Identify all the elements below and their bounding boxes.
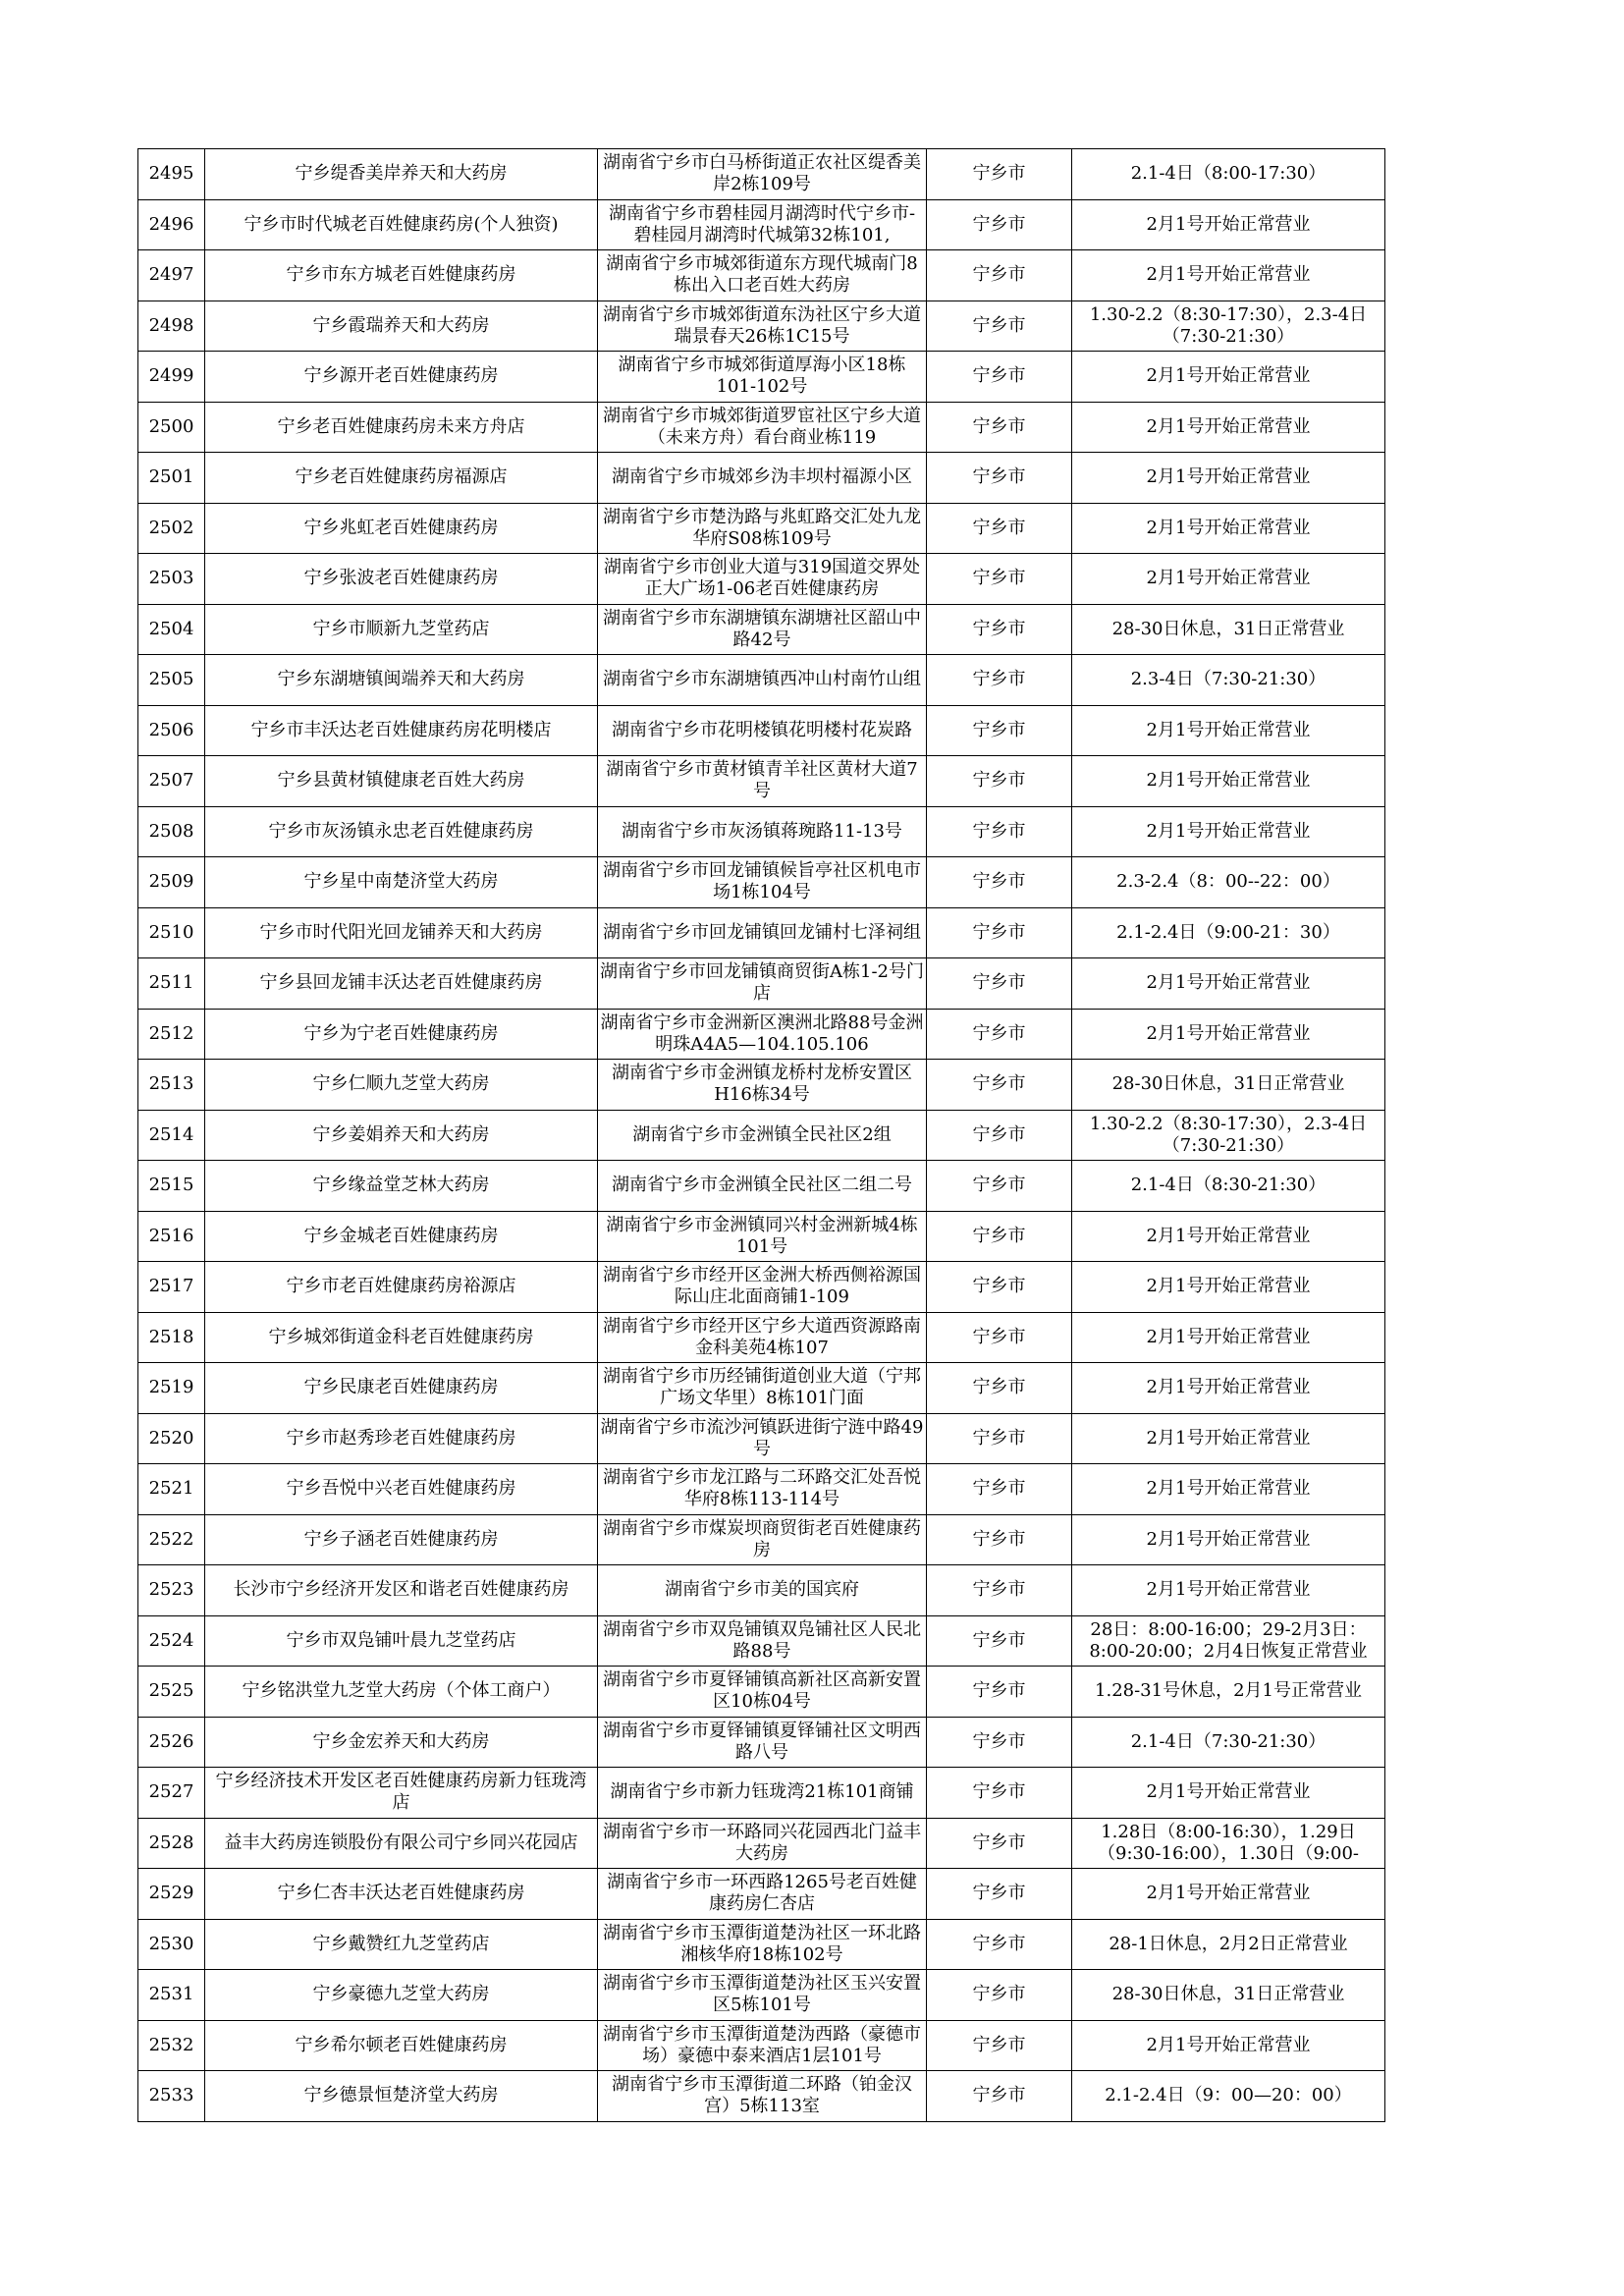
hours-cell: 2月1号开始正常营业: [1072, 2020, 1385, 2071]
city-cell: 宁乡市: [927, 1919, 1072, 1970]
table-row: [138, 1464, 1385, 1515]
row-number: 2506: [138, 705, 205, 756]
hours-cell: 28-1日休息，2月2日正常营业: [1072, 1919, 1385, 1970]
table-row: [138, 352, 1385, 403]
pharmacy-name: 宁乡县回龙铺丰沃达老百姓健康药房: [205, 958, 598, 1010]
table-row: [138, 1919, 1385, 1970]
table-row: [138, 1768, 1385, 1819]
pharmacy-name: 宁乡市老百姓健康药房裕源店: [205, 1262, 598, 1313]
row-number: 2507: [138, 756, 205, 807]
city-cell: 宁乡市: [927, 2020, 1072, 2071]
city-cell: 宁乡市: [927, 756, 1072, 807]
table-row: [138, 1110, 1385, 1161]
table-row: [138, 907, 1385, 958]
hours-cell: 2月1号开始正常营业: [1072, 1768, 1385, 1819]
table-row: [138, 503, 1385, 554]
table-row: [138, 1262, 1385, 1313]
city-cell: 宁乡市: [927, 1110, 1072, 1161]
address-cell: 湖南省宁乡市东湖塘镇西冲山村南竹山组: [598, 655, 927, 706]
pharmacy-name: 宁乡为宁老百姓健康药房: [205, 1009, 598, 1060]
hours-cell: 2月1号开始正常营业: [1072, 705, 1385, 756]
row-number: 2503: [138, 554, 205, 605]
table-row: [138, 1869, 1385, 1920]
row-number: 2504: [138, 604, 205, 655]
city-cell: 宁乡市: [927, 806, 1072, 857]
row-number: 2501: [138, 453, 205, 504]
city-cell: 宁乡市: [927, 1009, 1072, 1060]
table-row: [138, 705, 1385, 756]
address-cell: 湖南省宁乡市玉潭街道楚沩社区一环北路湘核华府18栋102号: [598, 1919, 927, 1970]
address-cell: 湖南省宁乡市美的国宾府: [598, 1565, 927, 1616]
pharmacy-name: 宁乡豪德九芝堂大药房: [205, 1970, 598, 2021]
pharmacy-name: 宁乡源开老百姓健康药房: [205, 352, 598, 403]
address-cell: 湖南省宁乡市灰汤镇蒋琬路11-13号: [598, 806, 927, 857]
hours-cell: 28-30日休息，31日正常营业: [1072, 1060, 1385, 1111]
address-cell: 湖南省宁乡市夏铎铺镇夏铎铺社区文明西路八号: [598, 1717, 927, 1768]
city-cell: 宁乡市: [927, 1768, 1072, 1819]
city-cell: 宁乡市: [927, 1363, 1072, 1414]
row-number: 2510: [138, 907, 205, 958]
address-cell: 湖南省宁乡市金洲镇龙桥村龙桥安置区H16栋34号: [598, 1060, 927, 1111]
row-number: 2533: [138, 2071, 205, 2122]
row-number: 2526: [138, 1717, 205, 1768]
pharmacy-name: 宁乡仁顺九芝堂大药房: [205, 1060, 598, 1111]
city-cell: 宁乡市: [927, 1818, 1072, 1869]
pharmacy-name: 宁乡德景恒楚济堂大药房: [205, 2071, 598, 2122]
hours-cell: 1.30-2.2（8:30-17:30），2.3-4日（7:30-21:30）: [1072, 1110, 1385, 1161]
pharmacy-name: 宁乡民康老百姓健康药房: [205, 1363, 598, 1414]
address-cell: 湖南省宁乡市金洲新区澳洲北路88号金洲明珠A4A5—104.105.106: [598, 1009, 927, 1060]
hours-cell: 28日：8:00-16:00；29-2月3日：8:00-20:00；2月4日恢复正常营业: [1072, 1615, 1385, 1667]
row-number: 2509: [138, 857, 205, 908]
table-row: [138, 1413, 1385, 1464]
hours-cell: 28-30日休息，31日正常营业: [1072, 1970, 1385, 2021]
city-cell: 宁乡市: [927, 705, 1072, 756]
pharmacy-name: 宁乡市双凫铺叶晨九芝堂药店: [205, 1615, 598, 1667]
address-cell: 湖南省宁乡市城郊街道东沩社区宁乡大道瑞景春天26栋1C15号: [598, 301, 927, 352]
hours-cell: 2月1号开始正常营业: [1072, 402, 1385, 453]
hours-cell: 2月1号开始正常营业: [1072, 1464, 1385, 1515]
city-cell: 宁乡市: [927, 2071, 1072, 2122]
pharmacy-name: 宁乡市顺新九芝堂药店: [205, 604, 598, 655]
pharmacy-name: 宁乡霞瑞养天和大药房: [205, 301, 598, 352]
table-row: [138, 756, 1385, 807]
row-number: 2532: [138, 2020, 205, 2071]
pharmacy-name: 宁乡市赵秀珍老百姓健康药房: [205, 1413, 598, 1464]
city-cell: 宁乡市: [927, 1717, 1072, 1768]
row-number: 2511: [138, 958, 205, 1010]
row-number: 2519: [138, 1363, 205, 1414]
address-cell: 湖南省宁乡市一环路同兴花园西北门益丰大药房: [598, 1818, 927, 1869]
address-cell: 湖南省宁乡市玉潭街道楚沩社区玉兴安置区5栋101号: [598, 1970, 927, 2021]
table-row: [138, 655, 1385, 706]
address-cell: 湖南省宁乡市花明楼镇花明楼村花炭路: [598, 705, 927, 756]
city-cell: 宁乡市: [927, 1514, 1072, 1565]
address-cell: 湖南省宁乡市回龙铺镇回龙铺村七泽祠组: [598, 907, 927, 958]
city-cell: 宁乡市: [927, 1970, 1072, 2021]
table-row: [138, 554, 1385, 605]
row-number: 2530: [138, 1919, 205, 1970]
address-cell: 湖南省宁乡市城郊街道厚海小区18栋101-102号: [598, 352, 927, 403]
city-cell: 宁乡市: [927, 907, 1072, 958]
hours-cell: 2.1-4日（7:30-21:30）: [1072, 1717, 1385, 1768]
row-number: 2512: [138, 1009, 205, 1060]
city-cell: 宁乡市: [927, 1869, 1072, 1920]
city-cell: 宁乡市: [927, 1464, 1072, 1515]
hours-cell: 28-30日休息，31日正常营业: [1072, 604, 1385, 655]
pharmacy-name: 宁乡缇香美岸养天和大药房: [205, 149, 598, 200]
address-cell: 湖南省宁乡市夏铎铺镇高新社区高新安置区10栋04号: [598, 1667, 927, 1718]
pharmacy-name: 宁乡市时代阳光回龙铺养天和大药房: [205, 907, 598, 958]
hours-cell: 2.1-4日（8:30-21:30）: [1072, 1161, 1385, 1212]
row-number: 2498: [138, 301, 205, 352]
table-row: [138, 1667, 1385, 1718]
hours-cell: 1.28日（8:00-16:30），1.29日（9:30-16:00），1.30日（9:00-: [1072, 1818, 1385, 1869]
pharmacy-name: 宁乡城郊街道金科老百姓健康药房: [205, 1312, 598, 1363]
hours-cell: 1.30-2.2（8:30-17:30），2.3-4日（7:30-21:30）: [1072, 301, 1385, 352]
pharmacy-name: 宁乡老百姓健康药房福源店: [205, 453, 598, 504]
city-cell: 宁乡市: [927, 1565, 1072, 1616]
hours-cell: 2.3-2.4（8：00--22：00）: [1072, 857, 1385, 908]
row-number: 2514: [138, 1110, 205, 1161]
hours-cell: 1.28-31号休息，2月1号正常营业: [1072, 1667, 1385, 1718]
table-row: [138, 1818, 1385, 1869]
table-row: [138, 1312, 1385, 1363]
address-cell: 湖南省宁乡市城郊乡沩丰坝村福源小区: [598, 453, 927, 504]
table-row: [138, 199, 1385, 250]
pharmacy-name: 宁乡金城老百姓健康药房: [205, 1211, 598, 1262]
address-cell: 湖南省宁乡市东湖塘镇东湖塘社区韶山中路42号: [598, 604, 927, 655]
table-row: [138, 1009, 1385, 1060]
table-row: [138, 301, 1385, 352]
city-cell: 宁乡市: [927, 1615, 1072, 1667]
hours-cell: 2月1号开始正常营业: [1072, 250, 1385, 301]
pharmacy-name: 宁乡希尔顿老百姓健康药房: [205, 2020, 598, 2071]
city-cell: 宁乡市: [927, 352, 1072, 403]
table-row: [138, 1363, 1385, 1414]
table-row: [138, 1060, 1385, 1111]
hours-cell: 2月1号开始正常营业: [1072, 1312, 1385, 1363]
pharmacy-table: [137, 148, 1385, 2122]
table-row: [138, 604, 1385, 655]
address-cell: 湖南省宁乡市金洲镇同兴村金洲新城4栋101号: [598, 1211, 927, 1262]
address-cell: 湖南省宁乡市历经铺街道创业大道（宁邦广场文华里）8栋101门面: [598, 1363, 927, 1414]
hours-cell: 2月1号开始正常营业: [1072, 806, 1385, 857]
hours-cell: 2.1-4日（8:00-17:30）: [1072, 149, 1385, 200]
address-cell: 湖南省宁乡市一环西路1265号老百姓健康药房仁杏店: [598, 1869, 927, 1920]
address-cell: 湖南省宁乡市龙江路与二环路交汇处吾悦华府8栋113-114号: [598, 1464, 927, 1515]
city-cell: 宁乡市: [927, 655, 1072, 706]
table-row: [138, 806, 1385, 857]
row-number: 2524: [138, 1615, 205, 1667]
city-cell: 宁乡市: [927, 1211, 1072, 1262]
address-cell: 湖南省宁乡市双凫铺镇双凫铺社区人民北路88号: [598, 1615, 927, 1667]
pharmacy-name: 宁乡市东方城老百姓健康药房: [205, 250, 598, 301]
table-row: [138, 1161, 1385, 1212]
hours-cell: 2月1号开始正常营业: [1072, 1869, 1385, 1920]
row-number: 2500: [138, 402, 205, 453]
row-number: 2528: [138, 1818, 205, 1869]
table-row: [138, 149, 1385, 200]
hours-cell: 2.1-2.4日（9：00—20：00）: [1072, 2071, 1385, 2122]
city-cell: 宁乡市: [927, 958, 1072, 1010]
hours-cell: 2月1号开始正常营业: [1072, 453, 1385, 504]
table-row: [138, 250, 1385, 301]
row-number: 2525: [138, 1667, 205, 1718]
address-cell: 湖南省宁乡市回龙铺镇候旨亭社区机电市场1栋104号: [598, 857, 927, 908]
pharmacy-name: 宁乡东湖塘镇闽端养天和大药房: [205, 655, 598, 706]
table-row: [138, 857, 1385, 908]
city-cell: 宁乡市: [927, 1262, 1072, 1313]
row-number: 2513: [138, 1060, 205, 1111]
hours-cell: 2月1号开始正常营业: [1072, 199, 1385, 250]
pharmacy-name: 宁乡仁杏丰沃达老百姓健康药房: [205, 1869, 598, 1920]
row-number: 2499: [138, 352, 205, 403]
row-number: 2515: [138, 1161, 205, 1212]
hours-cell: 2月1号开始正常营业: [1072, 958, 1385, 1010]
row-number: 2529: [138, 1869, 205, 1920]
city-cell: 宁乡市: [927, 1667, 1072, 1718]
pharmacy-name: 宁乡戴赞红九芝堂药店: [205, 1919, 598, 1970]
row-number: 2495: [138, 149, 205, 200]
address-cell: 湖南省宁乡市煤炭坝商贸街老百姓健康药房: [598, 1514, 927, 1565]
city-cell: 宁乡市: [927, 402, 1072, 453]
row-number: 2517: [138, 1262, 205, 1313]
row-number: 2522: [138, 1514, 205, 1565]
table-row: [138, 1717, 1385, 1768]
address-cell: 湖南省宁乡市城郊街道罗宦社区宁乡大道（未来方舟）看台商业栋119: [598, 402, 927, 453]
row-number: 2531: [138, 1970, 205, 2021]
table-row: [138, 402, 1385, 453]
pharmacy-name: 宁乡兆虹老百姓健康药房: [205, 503, 598, 554]
hours-cell: 2月1号开始正常营业: [1072, 352, 1385, 403]
city-cell: 宁乡市: [927, 554, 1072, 605]
pharmacy-name: 宁乡张波老百姓健康药房: [205, 554, 598, 605]
address-cell: 湖南省宁乡市新力钰珑湾21栋101商铺: [598, 1768, 927, 1819]
hours-cell: 2月1号开始正常营业: [1072, 503, 1385, 554]
pharmacy-name: 宁乡老百姓健康药房未来方舟店: [205, 402, 598, 453]
address-cell: 湖南省宁乡市流沙河镇跃进街宁涟中路49号: [598, 1413, 927, 1464]
city-cell: 宁乡市: [927, 1413, 1072, 1464]
address-cell: 湖南省宁乡市黄材镇青羊社区黄材大道7号: [598, 756, 927, 807]
city-cell: 宁乡市: [927, 250, 1072, 301]
row-number: 2518: [138, 1312, 205, 1363]
pharmacy-name: 宁乡缘益堂芝林大药房: [205, 1161, 598, 1212]
table-body: [138, 149, 1385, 2122]
hours-cell: 2月1号开始正常营业: [1072, 1514, 1385, 1565]
city-cell: 宁乡市: [927, 857, 1072, 908]
address-cell: 湖南省宁乡市创业大道与319国道交界处正大广场1-06老百姓健康药房: [598, 554, 927, 605]
address-cell: 湖南省宁乡市楚沩路与兆虹路交汇处九龙华府S08栋109号: [598, 503, 927, 554]
row-number: 2521: [138, 1464, 205, 1515]
pharmacy-name: 宁乡姜娟养天和大药房: [205, 1110, 598, 1161]
pharmacy-name: 宁乡市时代城老百姓健康药房(个人独资): [205, 199, 598, 250]
city-cell: 宁乡市: [927, 199, 1072, 250]
row-number: 2520: [138, 1413, 205, 1464]
city-cell: 宁乡市: [927, 301, 1072, 352]
address-cell: 湖南省宁乡市经开区宁乡大道西资源路南金科美苑4栋107: [598, 1312, 927, 1363]
city-cell: 宁乡市: [927, 453, 1072, 504]
hours-cell: 2月1号开始正常营业: [1072, 1413, 1385, 1464]
hours-cell: 2月1号开始正常营业: [1072, 1565, 1385, 1616]
city-cell: 宁乡市: [927, 1060, 1072, 1111]
row-number: 2505: [138, 655, 205, 706]
address-cell: 湖南省宁乡市玉潭街道二环路（铂金汉宫）5栋113室: [598, 2071, 927, 2122]
table-row: [138, 2020, 1385, 2071]
pharmacy-name: 宁乡吾悦中兴老百姓健康药房: [205, 1464, 598, 1515]
row-number: 2523: [138, 1565, 205, 1616]
hours-cell: 2月1号开始正常营业: [1072, 1262, 1385, 1313]
table-row: [138, 1514, 1385, 1565]
pharmacy-name: 长沙市宁乡经济开发区和谐老百姓健康药房: [205, 1565, 598, 1616]
address-cell: 湖南省宁乡市金洲镇全民社区二组二号: [598, 1161, 927, 1212]
row-number: 2508: [138, 806, 205, 857]
hours-cell: 2.1-2.4日（9:00-21：30）: [1072, 907, 1385, 958]
table-row: [138, 958, 1385, 1010]
table-row: [138, 453, 1385, 504]
row-number: 2527: [138, 1768, 205, 1819]
hours-cell: 2月1号开始正常营业: [1072, 756, 1385, 807]
city-cell: 宁乡市: [927, 149, 1072, 200]
table-row: [138, 1615, 1385, 1667]
address-cell: 湖南省宁乡市金洲镇全民社区2组: [598, 1110, 927, 1161]
row-number: 2502: [138, 503, 205, 554]
address-cell: 湖南省宁乡市玉潭街道楚沩西路（豪德市场）豪德中泰来酒店1层101号: [598, 2020, 927, 2071]
pharmacy-name: 宁乡经济技术开发区老百姓健康药房新力钰珑湾店: [205, 1768, 598, 1819]
hours-cell: 2.3-4日（7:30-21:30）: [1072, 655, 1385, 706]
hours-cell: 2月1号开始正常营业: [1072, 1363, 1385, 1414]
hours-cell: 2月1号开始正常营业: [1072, 554, 1385, 605]
pharmacy-name: 宁乡县黄材镇健康老百姓大药房: [205, 756, 598, 807]
table-row: [138, 1970, 1385, 2021]
pharmacy-name: 益丰大药房连锁股份有限公司宁乡同兴花园店: [205, 1818, 598, 1869]
row-number: 2496: [138, 199, 205, 250]
row-number: 2516: [138, 1211, 205, 1262]
address-cell: 湖南省宁乡市碧桂园月湖湾时代宁乡市-碧桂园月湖湾时代城第32栋101,: [598, 199, 927, 250]
city-cell: 宁乡市: [927, 503, 1072, 554]
address-cell: 湖南省宁乡市城郊街道东方现代城南门8栋出入口老百姓大药房: [598, 250, 927, 301]
address-cell: 湖南省宁乡市白马桥街道正农社区缇香美岸2栋109号: [598, 149, 927, 200]
city-cell: 宁乡市: [927, 1312, 1072, 1363]
hours-cell: 2月1号开始正常营业: [1072, 1009, 1385, 1060]
hours-cell: 2月1号开始正常营业: [1072, 1211, 1385, 1262]
address-cell: 湖南省宁乡市经开区金洲大桥西侧裕源国际山庄北面商铺1-109: [598, 1262, 927, 1313]
table-row: [138, 1565, 1385, 1616]
row-number: 2497: [138, 250, 205, 301]
pharmacy-name: 宁乡金宏养天和大药房: [205, 1717, 598, 1768]
pharmacy-name: 宁乡市丰沃达老百姓健康药房花明楼店: [205, 705, 598, 756]
table-row: [138, 1211, 1385, 1262]
table-row: [138, 2071, 1385, 2122]
pharmacy-name: 宁乡星中南楚济堂大药房: [205, 857, 598, 908]
pharmacy-name: 宁乡铭洪堂九芝堂大药房（个体工商户）: [205, 1667, 598, 1718]
pharmacy-name: 宁乡市灰汤镇永忠老百姓健康药房: [205, 806, 598, 857]
city-cell: 宁乡市: [927, 604, 1072, 655]
pharmacy-name: 宁乡子涵老百姓健康药房: [205, 1514, 598, 1565]
city-cell: 宁乡市: [927, 1161, 1072, 1212]
address-cell: 湖南省宁乡市回龙铺镇商贸街A栋1-2号门店: [598, 958, 927, 1010]
